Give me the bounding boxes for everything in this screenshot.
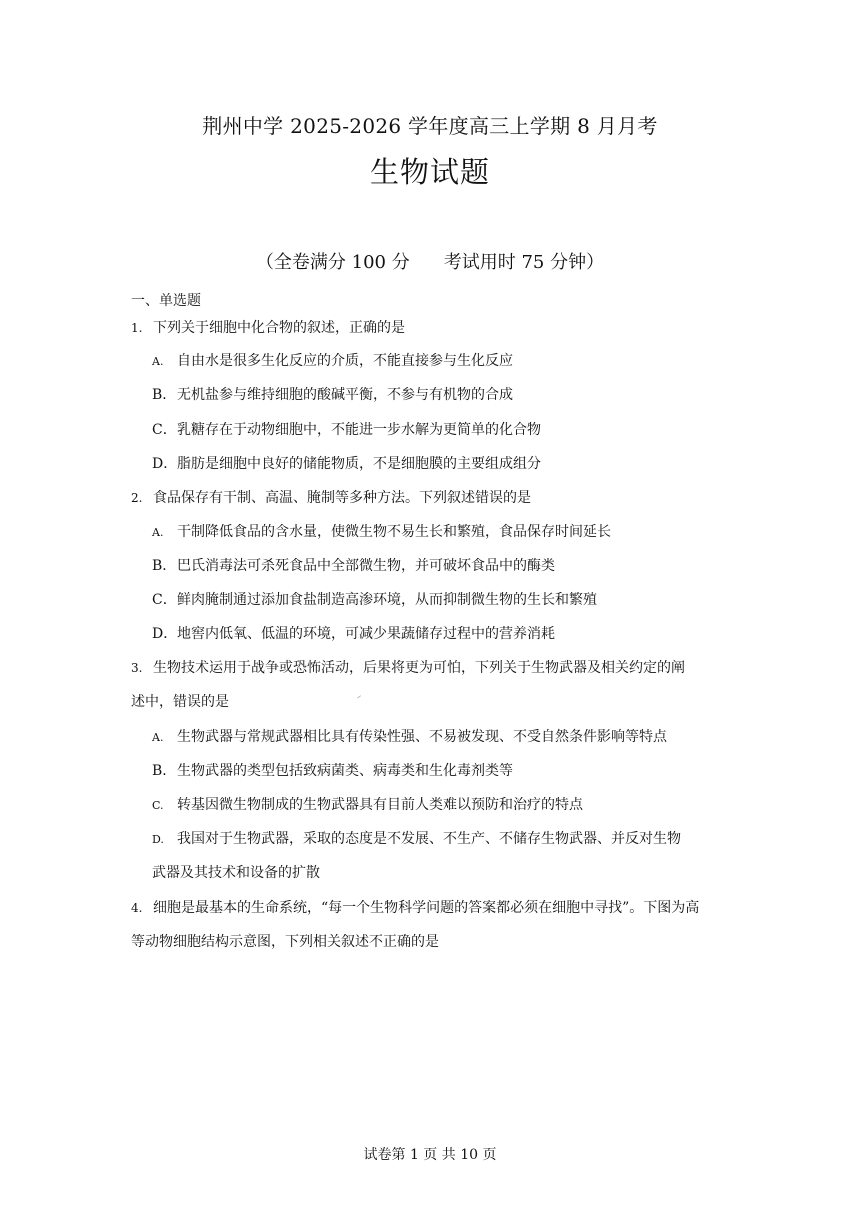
option-1c (152, 419, 541, 439)
option-label: D. (152, 833, 164, 846)
question-text: 细胞是最基本的生命系统，“每一个生物科学问题的答案都必须在细胞中寻找”。下图为高 (153, 900, 700, 916)
option-label: B． (152, 387, 177, 403)
question-number: 2. (131, 491, 143, 505)
question-4-continuation: 等动物细胞结构示意图，下列相关叙述不正确的是 (131, 934, 439, 950)
option-3c (152, 794, 583, 814)
question-number: 3. (131, 661, 143, 675)
option-2d (152, 623, 555, 643)
option-label: D． (152, 456, 178, 472)
question-3 (131, 657, 685, 677)
option-text: 生物武器的类型包括致病菌类、病毒类和生化毒剂类等 (177, 763, 513, 779)
question-text: 下列关于细胞中化合物的叙述，正确的是 (153, 320, 405, 336)
scan-mark (357, 695, 363, 701)
option-label: D． (152, 626, 178, 642)
option-label: A. (152, 526, 164, 539)
option-label: A. (152, 355, 164, 368)
option-text: 我国对于生物武器，采取的态度是不发展、不生产、不储存生物武器、并反对生物 (177, 831, 681, 847)
question-4 (131, 897, 699, 917)
question-3-continuation: 述中，错误的是 (131, 694, 229, 710)
option-label: C． (152, 422, 177, 438)
option-1b (152, 384, 513, 404)
section-title: 一、单选题 (131, 293, 201, 309)
option-1a (152, 350, 513, 370)
option-text: 鲜肉腌制通过添加食盐制造高渗环境，从而抑制微生物的生长和繁殖 (177, 592, 597, 608)
option-3a (152, 726, 667, 746)
option-2c (152, 589, 597, 609)
option-text: 转基因微生物制成的生物武器具有目前人类难以预防和治疗的特点 (177, 797, 583, 813)
option-label: B． (152, 558, 177, 574)
option-2b (152, 555, 555, 575)
option-2a (152, 521, 611, 541)
school-title: 荆州中学 2025-2026 学年度高三上学期 8 月月考 (202, 114, 658, 138)
option-text: 自由水是很多生化反应的介质，不能直接参与生化反应 (177, 353, 513, 369)
option-3b (152, 760, 513, 780)
exam-info (0, 248, 860, 274)
question-text: 生物技术运用于战争或恐怖活动，后果将更为可怕，下列关于生物武器及相关约定的阐 (153, 660, 685, 676)
option-text: 无机盐参与维持细胞的酸碱平衡，不参与有机物的合成 (177, 387, 513, 403)
page-footer: 试卷第 1 页 共 10 页 (363, 1147, 497, 1163)
option-label: C. (152, 799, 164, 812)
question-number: 1. (131, 321, 143, 335)
question-2 (131, 487, 531, 507)
option-text: 巴氏消毒法可杀死食品中全部微生物，并可破坏食品中的酶类 (177, 558, 555, 574)
option-3d (152, 828, 681, 848)
option-label: B． (152, 763, 177, 779)
option-text: 脂肪是细胞中良好的储能物质，不是细胞膜的主要组成组分 (177, 456, 541, 472)
question-text: 食品保存有干制、高温、腌制等多种方法。下列叙述错误的是 (153, 490, 531, 506)
option-1d (152, 453, 541, 473)
option-3d-continuation: 武器及其技术和设备的扩散 (152, 865, 320, 881)
option-text: 乳糖存在于动物细胞中，不能进一步水解为更简单的化合物 (177, 422, 541, 438)
option-text: 地窖内低氧、低温的环境，可减少果蔬储存过程中的营养消耗 (177, 626, 555, 642)
option-text: 生物武器与常规武器相比具有传染性强、不易被发现、不受自然条件影响等特点 (177, 729, 667, 745)
score-info: （全卷满分 100 分 (255, 252, 410, 273)
question-1 (131, 317, 405, 337)
option-text: 干制降低食品的含水量，使微生物不易生长和繁殖，食品保存时间延长 (177, 524, 611, 540)
time-info: 考试用时 75 分钟） (443, 252, 605, 273)
option-label: A. (152, 731, 164, 744)
option-label: C． (152, 592, 177, 608)
subject-title: 生物试题 (369, 155, 490, 189)
question-number: 4. (131, 901, 143, 915)
